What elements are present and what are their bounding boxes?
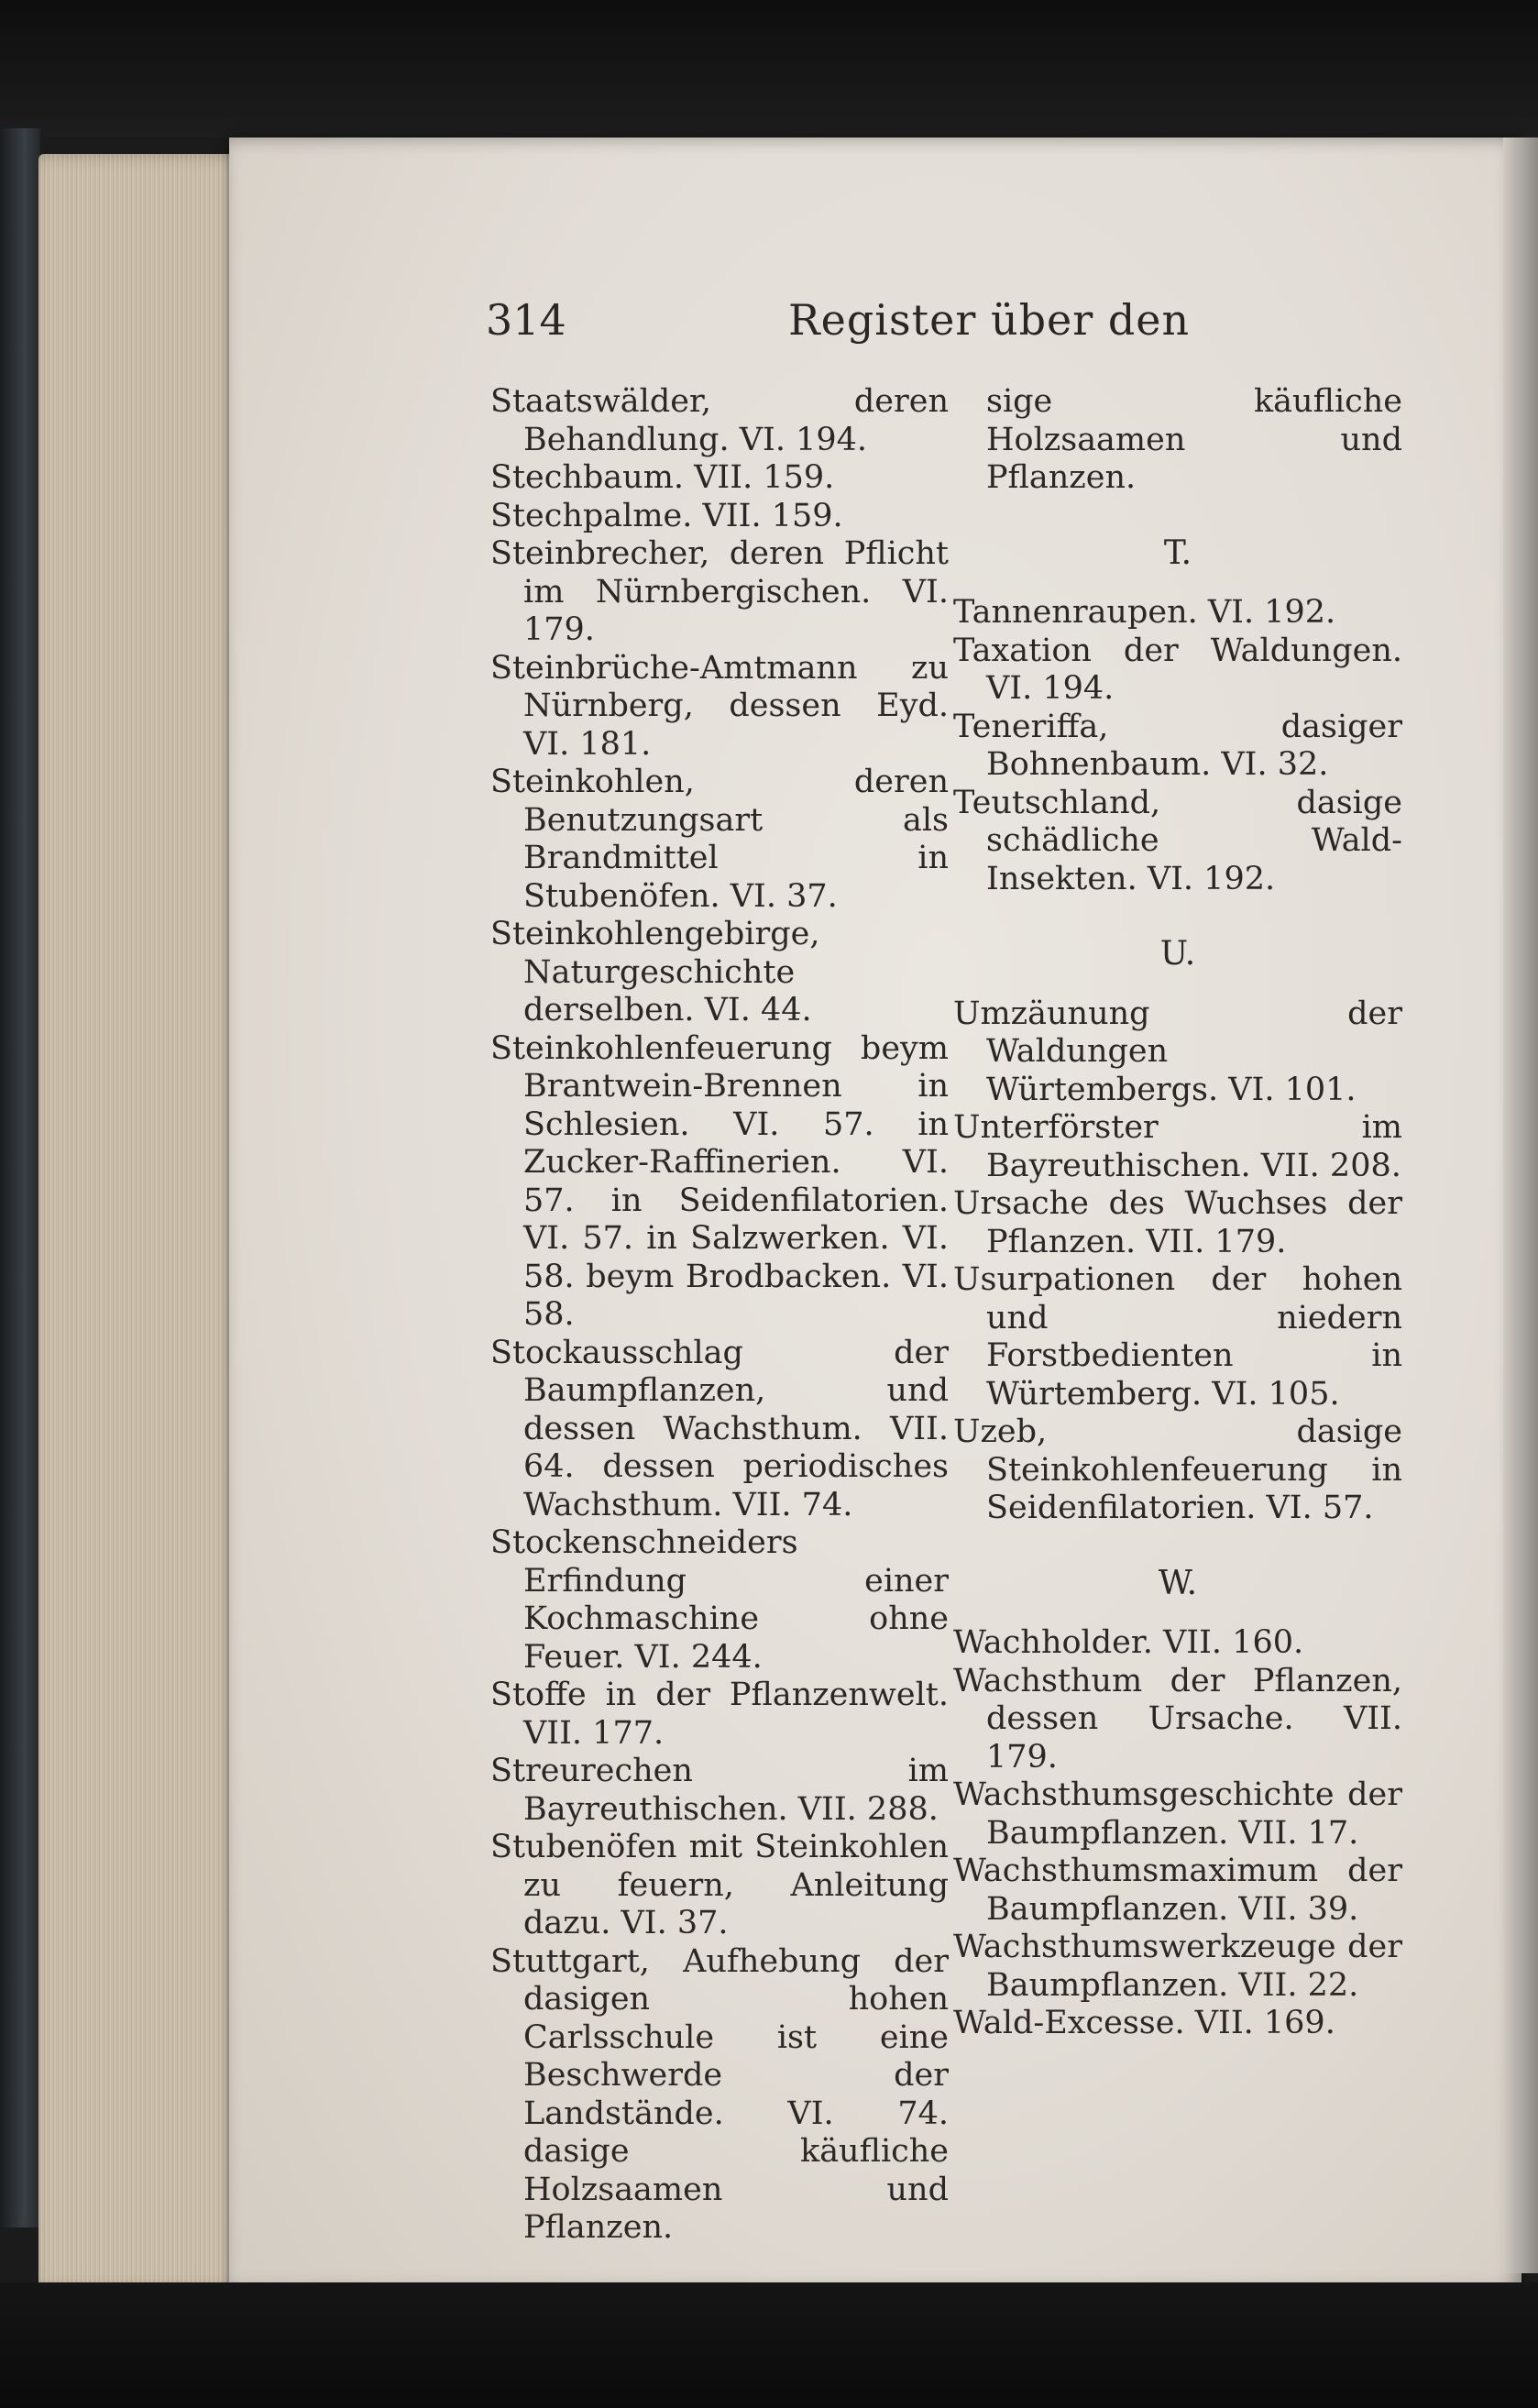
index-entry: Streurechen im Bayreuthischen. VII. 288. <box>490 1753 949 1828</box>
index-entry: Stockenschneiders Erfindung einer Kochmaschine ohne Feuer. VI. 244. <box>490 1524 949 1676</box>
index-entry: Usurpationen der hohen und niedern Forstbedienten in Würtemberg. VI. 105. <box>953 1261 1402 1413</box>
index-entry: Steinkohlenfeuerung beym Brantwein-Brennen in Schlesien. VI. 57. in Zucker-Raffinerien. VI. 57. in Seidenfilatorien. VI. 57. in Salzwerken. VI. 58. beym Brodbacken. VI. 58. <box>490 1029 949 1333</box>
index-entry: Stechpalme. VII. 159. <box>490 497 843 534</box>
running-head: Register über den <box>788 295 1191 345</box>
section-letter-u: U. <box>1159 935 1196 973</box>
index-entry: Steinbrecher, deren Pflicht im Nürnbergischen. VI. 179. <box>490 535 949 648</box>
index-entry: Stubenöfen mit Steinkohlen zu feuern, Anleitung dazu. VI. 37. <box>490 1829 949 1941</box>
index-entry: Ursache des Wuchses der Pflanzen. VII. 179. <box>953 1185 1402 1260</box>
index-entry: Unterförster im Bayreuthischen. VII. 208. <box>953 1109 1402 1184</box>
section-letter-w: W. <box>1158 1564 1198 1602</box>
background-bottom <box>0 2282 1538 2408</box>
index-entry: Wachsthum der Pflanzen, dessen Ursache. VII. 179. <box>953 1662 1402 1776</box>
continuation-text: sige käufliche Holzsaamen und Pflanzen. <box>986 383 1402 496</box>
index-entry: Teneriffa, dasiger Bohnenbaum. VI. 32. <box>953 708 1402 783</box>
index-entry: Steinkohlengebirge, Naturgeschichte derselben. VI. 44. <box>490 916 820 1028</box>
index-entry: Steinkohlen, deren Benutzungsart als Brandmittel in Stubenöfen. VI. 37. <box>490 764 949 915</box>
index-entry: Wald-Excesse. VII. 169. <box>953 2005 1335 2041</box>
book-cover-edge <box>0 128 40 2227</box>
index-entry: Tannenraupen. VI. 192. <box>953 594 1336 631</box>
index-entry: Stuttgart, Aufhebung der dasigen hohen Carlsschule ist eine Beschwerde der Landstände. VI. 74. dasige käufliche Holzsaamen und Pflanzen. <box>490 1942 949 2246</box>
section-letter-t: T. <box>1163 533 1192 572</box>
index-entry: Uzeb, dasige Steinkohlenfeuerung in Seidenfilatorien. VI. 57. <box>953 1413 1402 1526</box>
index-entry: Taxation der Waldungen. VI. 194. <box>953 632 1402 707</box>
page-edges <box>38 154 258 2290</box>
left-column <box>490 383 949 2248</box>
page-header <box>486 295 1402 359</box>
index-entry: Wachsthumsgeschichte der Baumpflanzen. VII. 17. <box>953 1776 1402 1852</box>
index-entry: Wachsthumsmaximum der Baumpflanzen. VII. 39. <box>953 1853 1402 1928</box>
page-right-edge <box>1503 137 1538 2273</box>
index-entry: Stechbaum. VII. 159. <box>490 459 835 496</box>
index-entry: Wachsthumswerkzeuge der Baumpflanzen. VII. 22. <box>953 1929 1402 2004</box>
index-entry: Stoffe in der Pflanzenwelt. VII. 177. <box>490 1677 949 1752</box>
right-column <box>953 383 1402 2043</box>
index-entry: Stockausschlag der Baumpflanzen, und dessen Wachsthum. VII. 64. dessen periodisches Wachsthum. VII. 74. <box>490 1334 949 1523</box>
background-top <box>0 0 1538 137</box>
index-entry: Wachholder. VII. 160. <box>953 1624 1304 1661</box>
index-entry: Umzäunung der Waldungen Würtembergs. VI. 101. <box>953 995 1402 1108</box>
index-entry: Steinbrüche-Amtmann zu Nürnberg, dessen Eyd. VI. 181. <box>490 649 949 763</box>
index-entry: Teutschland, dasige schädliche Wald-Insekten. VI. 192. <box>953 784 1402 897</box>
index-entry: Staatswälder, deren Behandlung. VI. 194. <box>490 383 949 458</box>
page-number: 314 <box>486 295 566 345</box>
